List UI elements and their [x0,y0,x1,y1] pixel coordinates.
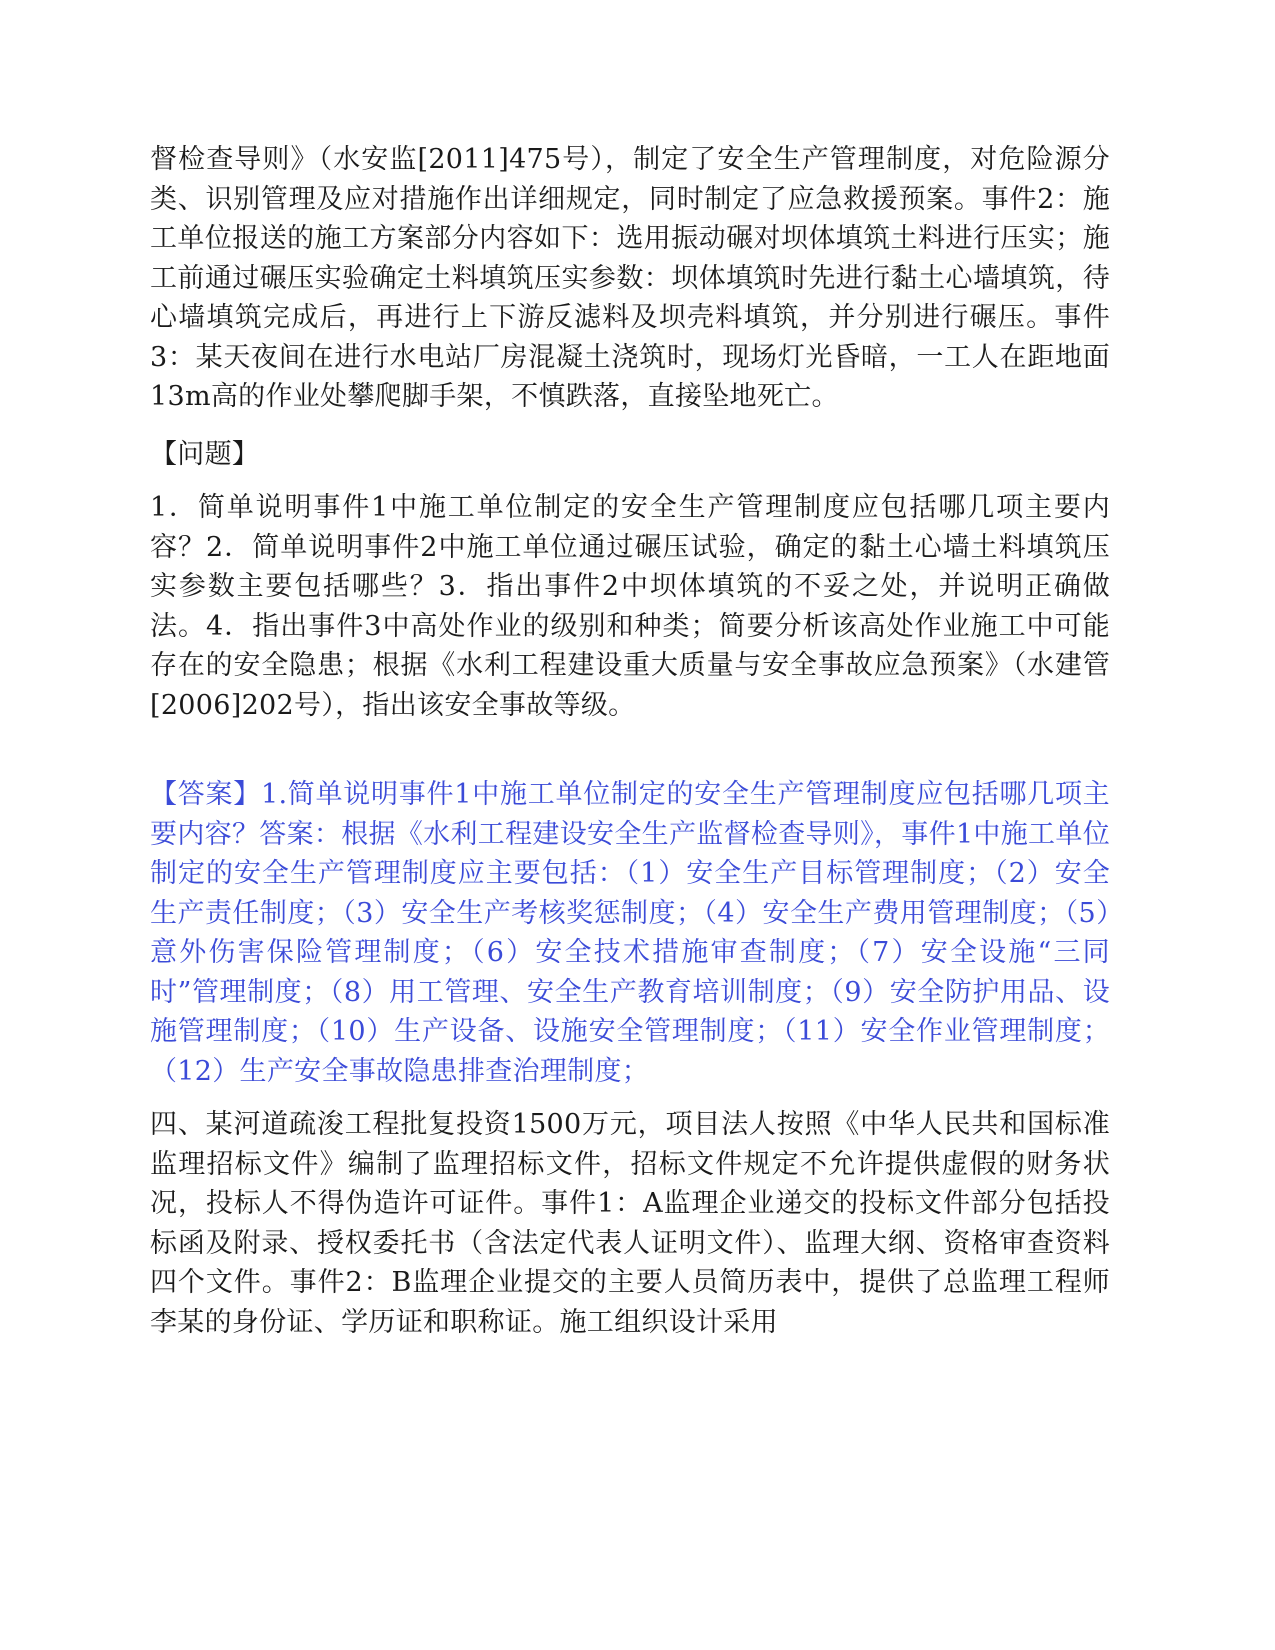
body-paragraph-events: 督检查导则》（水安监[2011]475号），制定了安全生产管理制度，对危险源分类、识别管理及应对措施作出详细规定，同时制定了应急救援预案。事件2：施工单位报送的施工方案部分内容如下：选用振动碾对坝体填筑土料进行压实；施工前通过碾压实验确定土料填筑压实参数：坝体填筑时先进行黏土心墙填筑，待心墙填筑完成后，再进行上下游反滤料及坝壳料填筑，并分别进行碾压。事件3：某天夜间在进行水电站厂房混凝土浇筑时，现场灯光昏暗，一工人在距地面13m高的作业处攀爬脚手架，不慎跌落，直接坠地死亡。 [150,144,1110,412]
question-heading: 【问题】 [150,438,260,470]
body-paragraph-section-4: 四、某河道疏浚工程批复投资1500万元，项目法人按照《中华人民共和国标准监理招标文件》编制了监理招标文件，招标文件规定不允许提供虚假的财务状况，投标人不得伪造许可证件。事件1：A监理企业递交的投标文件部分包括投标函及附录、授权委托书（含法定代表人证明文件）、监理大纲、资格审查资料四个文件。事件2：B监理企业提交的主要人员简历表中，提供了总监理工程师李某的身份证、学历证和职称证。施工组织设计采用 [150,1109,1110,1338]
answer-paragraph: 【答案】1.简单说明事件1中施工单位制定的安全生产管理制度应包括哪几项主要内容？答案：根据《水利工程建设安全生产监督检查导则》，事件1中施工单位制定的安全生产管理制度应主要包括：（1）安全生产目标管理制度；（2）安全生产责任制度；（3）安全生产考核奖惩制度；（4）安全生产费用管理制度；（5）意外伤害保险管理制度；（6）安全技术措施审查制度；（7）安全设施“三同时”管理制度；（8）用工管理、安全生产教育培训制度；（9）安全防护用品、设施管理制度；（10）生产设备、设施安全管理制度；（11）安全作业管理制度；（12）生产安全事故隐患排查治理制度； [150,779,1110,1087]
questions-paragraph: 1．简单说明事件1中施工单位制定的安全生产管理制度应包括哪几项主要内容？2．简单说明事件2中施工单位通过碾压试验，确定的黏土心墙土料填筑压实参数主要包括哪些？3．指出事件2中坝体填筑的不妥之处，并说明正确做法。4．指出事件3中高处作业的级别和种类；简要分析该高处作业施工中可能存在的安全隐患；根据《水利工程建设重大质量与安全事故应急预案》（水建管[2006]202号），指出该安全事故等级。 [150,492,1110,721]
document-page [150,140,1110,1342]
